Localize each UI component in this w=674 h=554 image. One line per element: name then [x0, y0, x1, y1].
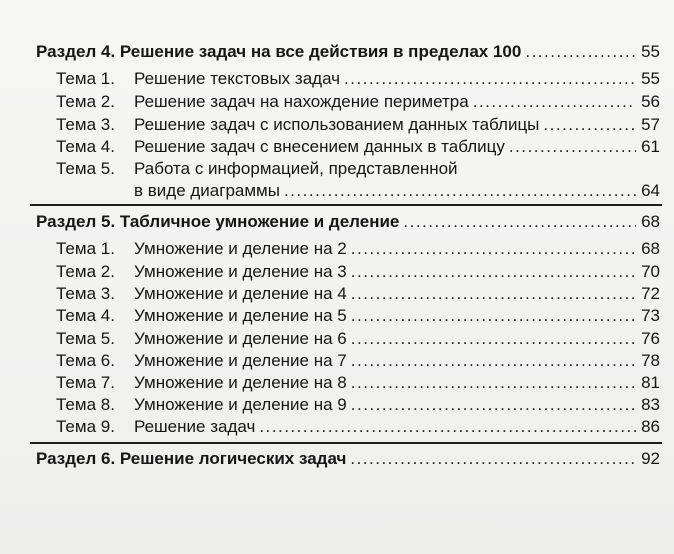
toc-topic[interactable]	[56, 262, 660, 282]
topic-title: Умножение и деление на 2	[134, 239, 347, 258]
page-number: 70	[641, 262, 660, 281]
topic-number: Тема 5.	[56, 329, 115, 348]
toc-section-5[interactable]	[36, 212, 660, 232]
topic-title: Умножение и деление на 6	[134, 329, 347, 348]
topic-number: Тема 1.	[56, 239, 115, 258]
page-number: 57	[641, 115, 660, 134]
topic-title: Работа с информацией, представленной	[134, 159, 458, 178]
toc-topic[interactable]	[56, 417, 660, 437]
topic-number: Тема 1.	[56, 69, 115, 88]
toc-topic[interactable]	[56, 329, 660, 349]
page-number: 72	[641, 284, 660, 303]
leader-dots	[350, 449, 636, 469]
toc-topic[interactable]	[56, 351, 660, 371]
page-number: 76	[641, 329, 660, 348]
toc-topic[interactable]	[56, 115, 660, 135]
leader-dots	[543, 115, 636, 135]
toc-topic[interactable]	[56, 137, 660, 157]
topic-number: Тема 4.	[56, 306, 115, 325]
toc-topic[interactable]	[56, 69, 660, 89]
topic-title: Умножение и деление на 8	[134, 373, 347, 392]
topic-number: Тема 6.	[56, 351, 115, 370]
leader-dots	[525, 42, 636, 62]
topic-number: Тема 3.	[56, 284, 115, 303]
page-number: 92	[641, 449, 660, 468]
leader-dots	[473, 92, 636, 112]
section-title: Раздел 6. Решение логических задач	[36, 449, 347, 468]
page-number: 56	[641, 92, 660, 111]
toc-topic[interactable]	[56, 395, 660, 415]
section-divider	[30, 204, 662, 206]
leader-dots	[403, 212, 636, 232]
topic-title: Умножение и деление на 3	[134, 262, 347, 281]
topic-title: Решение задач	[134, 417, 256, 436]
leader-dots	[351, 284, 636, 304]
toc-section-4[interactable]	[36, 42, 660, 62]
toc-topic[interactable]	[56, 306, 660, 326]
topic-number: Тема 5.	[56, 159, 115, 178]
toc-topic[interactable]	[56, 373, 660, 393]
section-divider	[30, 442, 662, 444]
topic-title: Решение текстовых задач	[134, 69, 341, 88]
toc-topic[interactable]	[56, 284, 660, 304]
section-title: Раздел 5. Табличное умножение и деление	[36, 212, 400, 231]
leader-dots	[351, 239, 636, 259]
leader-dots	[351, 262, 636, 282]
topic-title-continuation: в виде диаграммы	[134, 181, 280, 200]
page-number: 81	[641, 373, 660, 392]
topic-title: Решение задач с использованием данных таблицы	[134, 115, 540, 134]
topic-title: Умножение и деление на 9	[134, 395, 347, 414]
page-number: 83	[641, 395, 660, 414]
page-number: 55	[641, 69, 660, 88]
leader-dots	[351, 351, 636, 371]
page-number: 73	[641, 306, 660, 325]
topic-title: Умножение и деление на 5	[134, 306, 347, 325]
toc-topic[interactable]	[56, 159, 660, 179]
leader-dots	[351, 329, 636, 349]
topic-title: Умножение и деление на 7	[134, 351, 347, 370]
toc-topic-continuation[interactable]	[134, 181, 660, 201]
topic-title: Решение задач с внесением данных в таблицу	[134, 137, 505, 156]
topic-title: Умножение и деление на 4	[134, 284, 347, 303]
leader-dots	[351, 373, 636, 393]
topic-number: Тема 3.	[56, 115, 115, 134]
toc-topic[interactable]	[56, 239, 660, 259]
page-number: 68	[641, 239, 660, 258]
page-number: 64	[641, 181, 660, 200]
leader-dots	[509, 137, 636, 157]
topic-number: Тема 4.	[56, 137, 115, 156]
page-number: 78	[641, 351, 660, 370]
page-number: 55	[641, 42, 660, 61]
topic-title: Решение задач на нахождение периметра	[134, 92, 469, 111]
page-number: 86	[641, 417, 660, 436]
leader-dots	[351, 306, 636, 326]
topic-number: Тема 7.	[56, 373, 115, 392]
toc-topic[interactable]	[56, 92, 660, 112]
topic-number: Тема 9.	[56, 417, 115, 436]
section-title: Раздел 4. Решение задач на все действия в пределах 100	[36, 42, 522, 61]
toc-section-6[interactable]	[36, 449, 660, 469]
leader-dots	[284, 181, 636, 201]
leader-dots	[259, 417, 636, 437]
leader-dots	[344, 69, 636, 89]
page-number: 68	[641, 212, 660, 231]
topic-number: Тема 8.	[56, 395, 115, 414]
topic-number: Тема 2.	[56, 262, 115, 281]
page-number: 61	[641, 137, 660, 156]
topic-number: Тема 2.	[56, 92, 115, 111]
leader-dots	[351, 395, 636, 415]
